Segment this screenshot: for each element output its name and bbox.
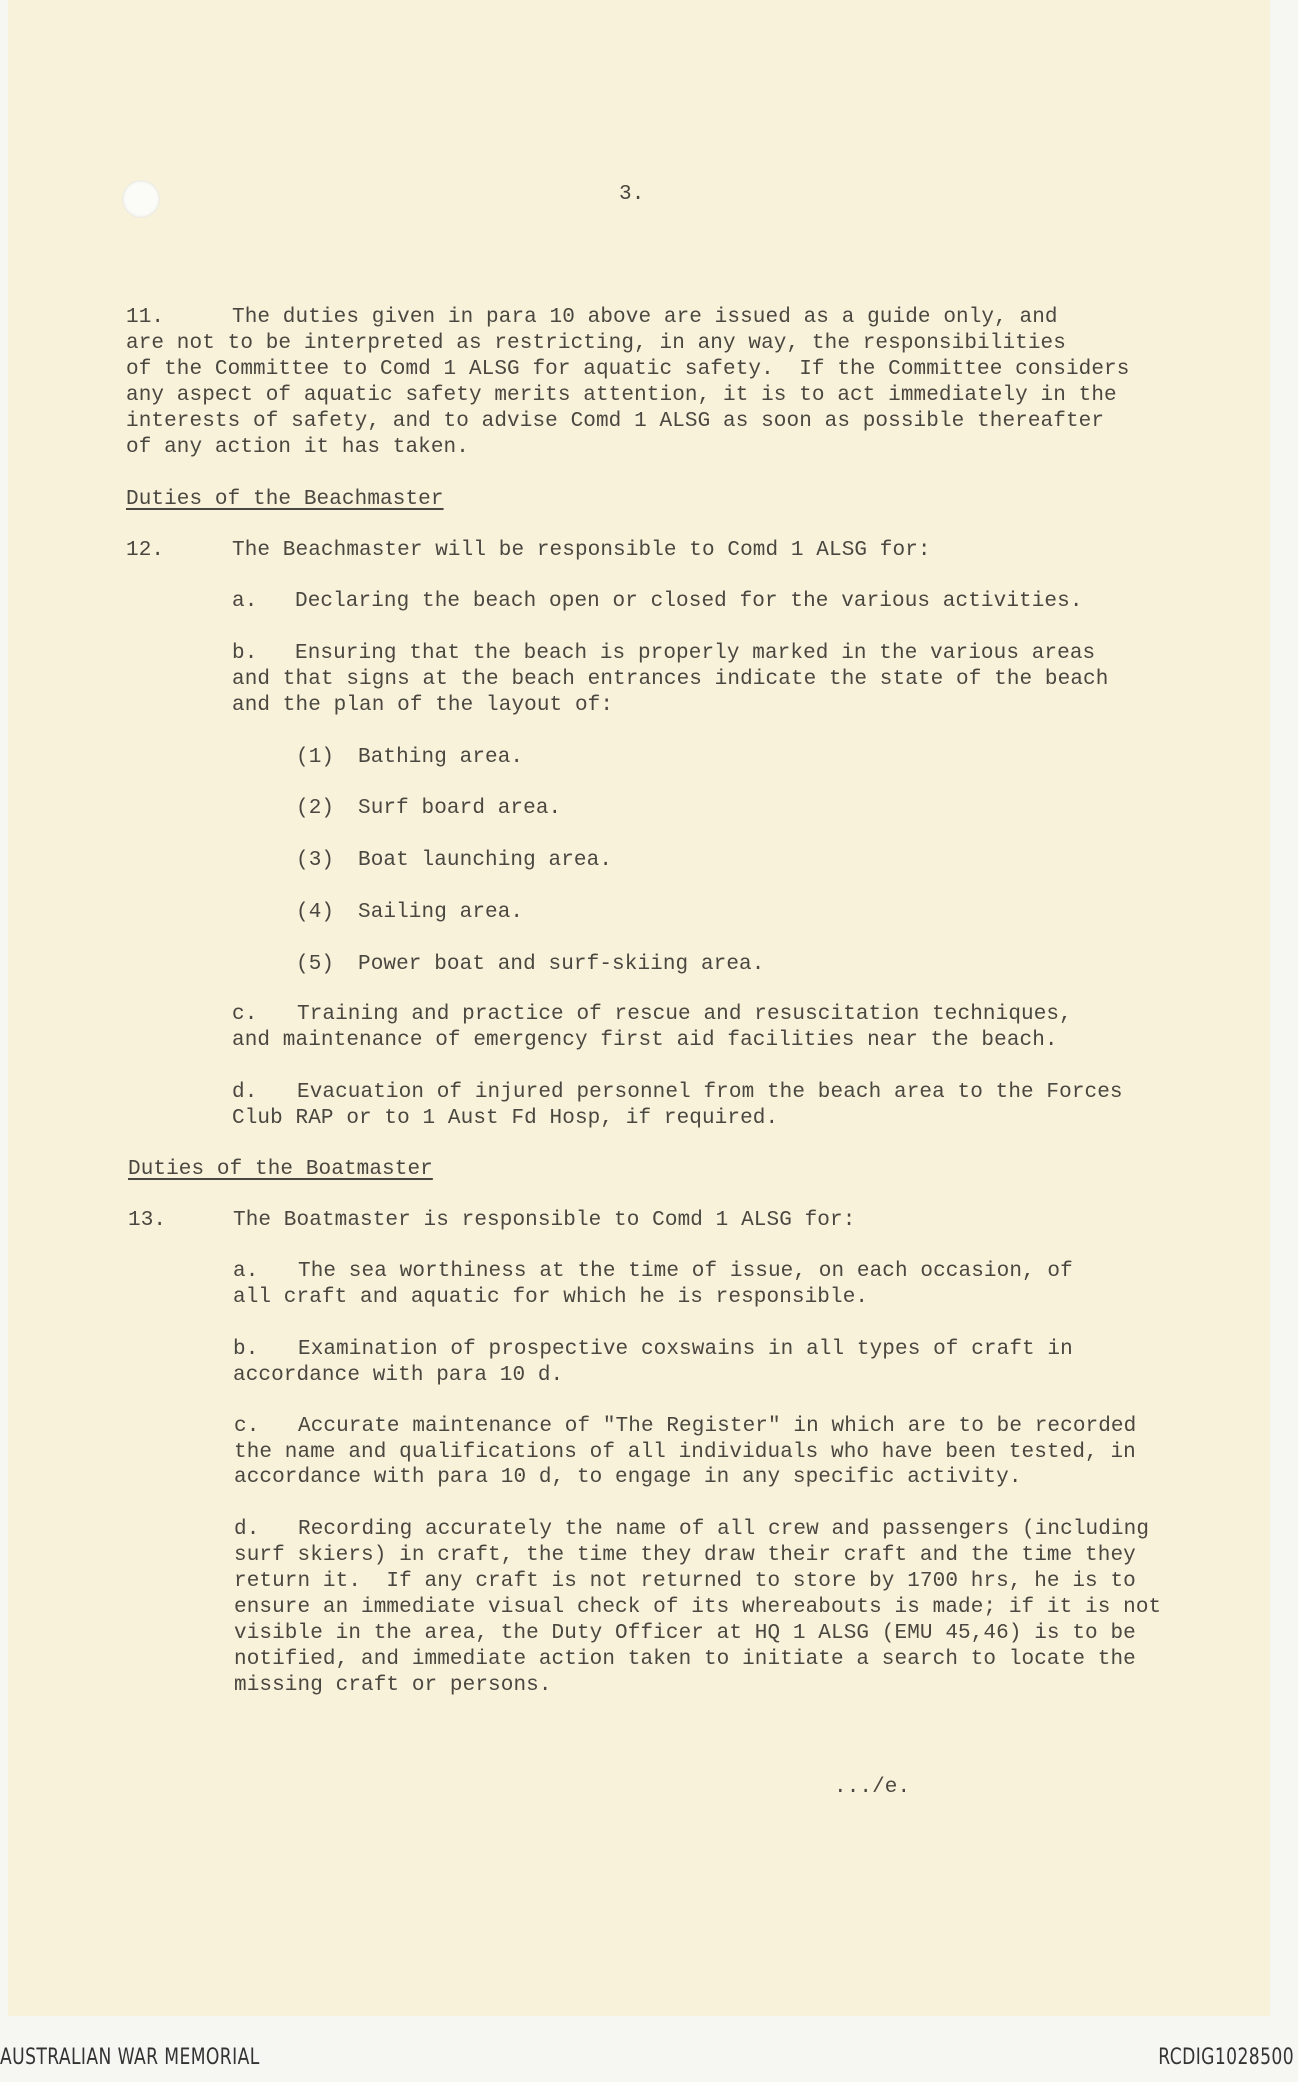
para-12-intro: The Beachmaster will be responsible to Comd 1 ALSG for:	[232, 539, 931, 562]
para-11-line: of the Committee to Comd 1 ALSG for aquatic safety. If the Committee considers	[126, 358, 1130, 381]
item-line: return it. If any craft is not returned to store by 1700 hrs, he is to	[234, 1570, 1136, 1593]
para-11-line: The duties given in para 10 above are issued as a guide only, and	[232, 306, 1058, 329]
area-text: Boat launching area.	[358, 849, 613, 872]
para-13-number: 13.	[128, 1209, 167, 1232]
area-number: (2)	[296, 797, 335, 820]
item-line: and the plan of the layout of:	[232, 694, 614, 717]
item-line: Examination of prospective coxswains in all types of craft in	[298, 1338, 1073, 1361]
para-11-line: any aspect of aquatic safety merits attention, it is to act immediately in the	[126, 384, 1117, 407]
item-line: and that signs at the beach entrances indicate the state of the beach	[232, 668, 1109, 691]
item-label: d.	[234, 1518, 260, 1541]
item-label: c.	[232, 1003, 258, 1026]
item-line: the name and qualifications of all individuals who have been tested, in	[234, 1441, 1136, 1464]
item-label: a.	[233, 1260, 259, 1283]
item-line: all craft and aquatic for which he is responsible.	[233, 1286, 869, 1309]
area-number: (5)	[296, 953, 335, 976]
area-text: Bathing area.	[358, 746, 524, 769]
area-number: (4)	[296, 901, 335, 924]
item-label: b.	[233, 1338, 259, 1361]
heading-boatmaster: Duties of the Boatmaster	[128, 1158, 433, 1181]
heading-beachmaster: Duties of the Beachmaster	[126, 488, 444, 511]
para-11-number: 11.	[126, 306, 165, 329]
item-line: notified, and immediate action taken to initiate a search to locate the	[234, 1648, 1136, 1671]
area-number: (3)	[296, 849, 335, 872]
para-11-line: of any action it has taken.	[126, 436, 469, 459]
item-line: surf skiers) in craft, the time they draw their craft and the time they	[234, 1544, 1136, 1567]
item-label: b.	[232, 642, 258, 665]
area-text: Power boat and surf-skiing area.	[358, 953, 765, 976]
page-number: 3.	[619, 183, 645, 206]
item-line: visible in the area, the Duty Officer at HQ 1 ALSG (EMU 45,46) is to be	[234, 1622, 1136, 1645]
item-line: Ensuring that the beach is properly marked in the various areas	[295, 642, 1096, 665]
para-13-intro: The Boatmaster is responsible to Comd 1 ALSG for:	[233, 1209, 856, 1232]
item-label: c.	[234, 1415, 260, 1438]
para-11-line: are not to be interpreted as restricting, in any way, the responsibilities	[126, 332, 1066, 355]
area-text: Sailing area.	[358, 901, 524, 924]
continuation-marker: .../e.	[834, 1776, 911, 1799]
para-12-number: 12.	[126, 539, 165, 562]
footer-institution: AUSTRALIAN WAR MEMORIAL	[0, 2045, 260, 2070]
item-label: d.	[232, 1081, 258, 1104]
item-label: a.	[232, 590, 258, 613]
item-line: Club RAP or to 1 Aust Fd Hosp, if required.	[232, 1107, 779, 1130]
item-line: Training and practice of rescue and resuscitation techniques,	[297, 1003, 1072, 1026]
item-line: Recording accurately the name of all crew and passengers (including	[298, 1518, 1150, 1541]
punch-hole	[122, 180, 160, 218]
item-line: missing craft or persons.	[234, 1674, 552, 1697]
item-line: Accurate maintenance of "The Register" in which are to be recorded	[298, 1415, 1137, 1438]
item-line: accordance with para 10 d, to engage in any specific activity.	[234, 1466, 1022, 1489]
footer-reference-id: RCDIG1028500	[1158, 2045, 1294, 2070]
area-number: (1)	[296, 746, 335, 769]
item-line: ensure an immediate visual check of its whereabouts is made; if it is not	[234, 1596, 1162, 1619]
item-line: and maintenance of emergency first aid facilities near the beach.	[232, 1029, 1058, 1052]
item-line: The sea worthiness at the time of issue, on each occasion, of	[298, 1260, 1073, 1283]
item-line: Declaring the beach open or closed for the various activities.	[295, 590, 1083, 613]
item-line: Evacuation of injured personnel from the beach area to the Forces	[297, 1081, 1123, 1104]
area-text: Surf board area.	[358, 797, 562, 820]
para-11-line: interests of safety, and to advise Comd 1 ALSG as soon as possible thereafter	[126, 410, 1105, 433]
item-line: accordance with para 10 d.	[233, 1364, 564, 1387]
